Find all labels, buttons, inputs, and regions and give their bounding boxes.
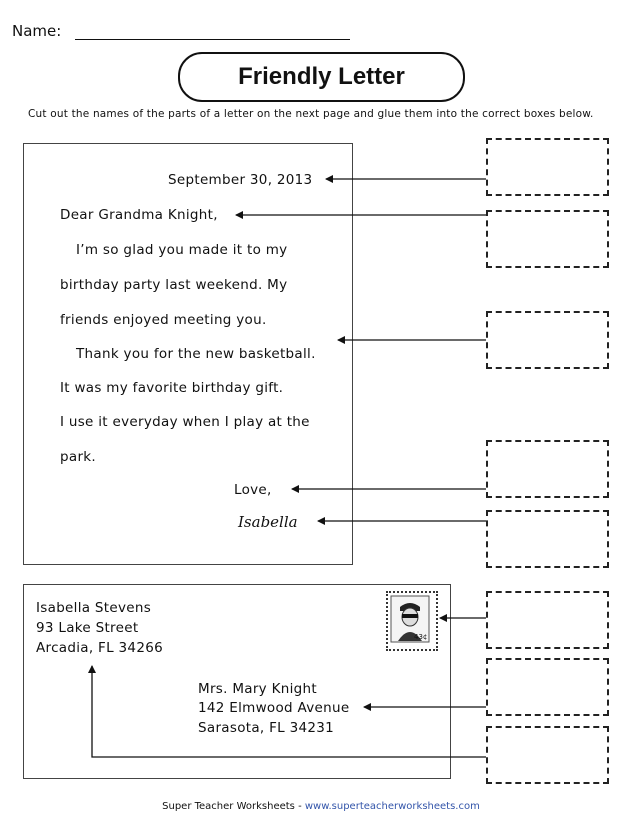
letter-greeting: Dear Grandma Knight, — [60, 207, 218, 223]
letter-body-line: Thank you for the new basketball. — [76, 346, 316, 362]
instructions: Cut out the names of the parts of a letter on the next page and glue them into the correct boxes below. — [28, 108, 594, 120]
recipient-address-line: Mrs. Mary Knight — [198, 681, 317, 697]
letter-signature: Isabella — [238, 513, 298, 531]
letter-body-line: I’m so glad you made it to my — [76, 242, 288, 258]
page-title-text: Friendly Letter — [238, 63, 405, 90]
return-address-line: Arcadia, FL 34266 — [36, 640, 163, 656]
recipient-address-line: Sarasota, FL 34231 — [198, 720, 335, 736]
letter-body-line: birthday party last weekend. My — [60, 277, 288, 293]
letter-body-line: I use it everyday when I play at the — [60, 414, 310, 430]
letter-body-line: park. — [60, 449, 97, 465]
footer — [0, 801, 642, 812]
return-address-line: 93 Lake Street — [36, 620, 139, 636]
footer-brand: Super Teacher Worksheets — [162, 801, 295, 812]
recipient-address-line: 142 Elmwood Avenue — [198, 700, 350, 716]
letter-date: September 30, 2013 — [168, 172, 313, 188]
footer-separator: - — [294, 801, 305, 812]
letter-body-line: It was my favorite birthday gift. — [60, 380, 284, 396]
return-address-line: Isabella Stevens — [36, 600, 152, 616]
arrow-return-address — [92, 666, 486, 757]
footer-link[interactable]: www.superteacherworksheets.com — [304, 801, 480, 812]
name-label: Name: — [12, 22, 62, 40]
letter-closing: Love, — [234, 482, 272, 498]
stamp-value: 43¢ — [414, 633, 428, 641]
letter-body-line: friends enjoyed meeting you. — [60, 312, 267, 328]
